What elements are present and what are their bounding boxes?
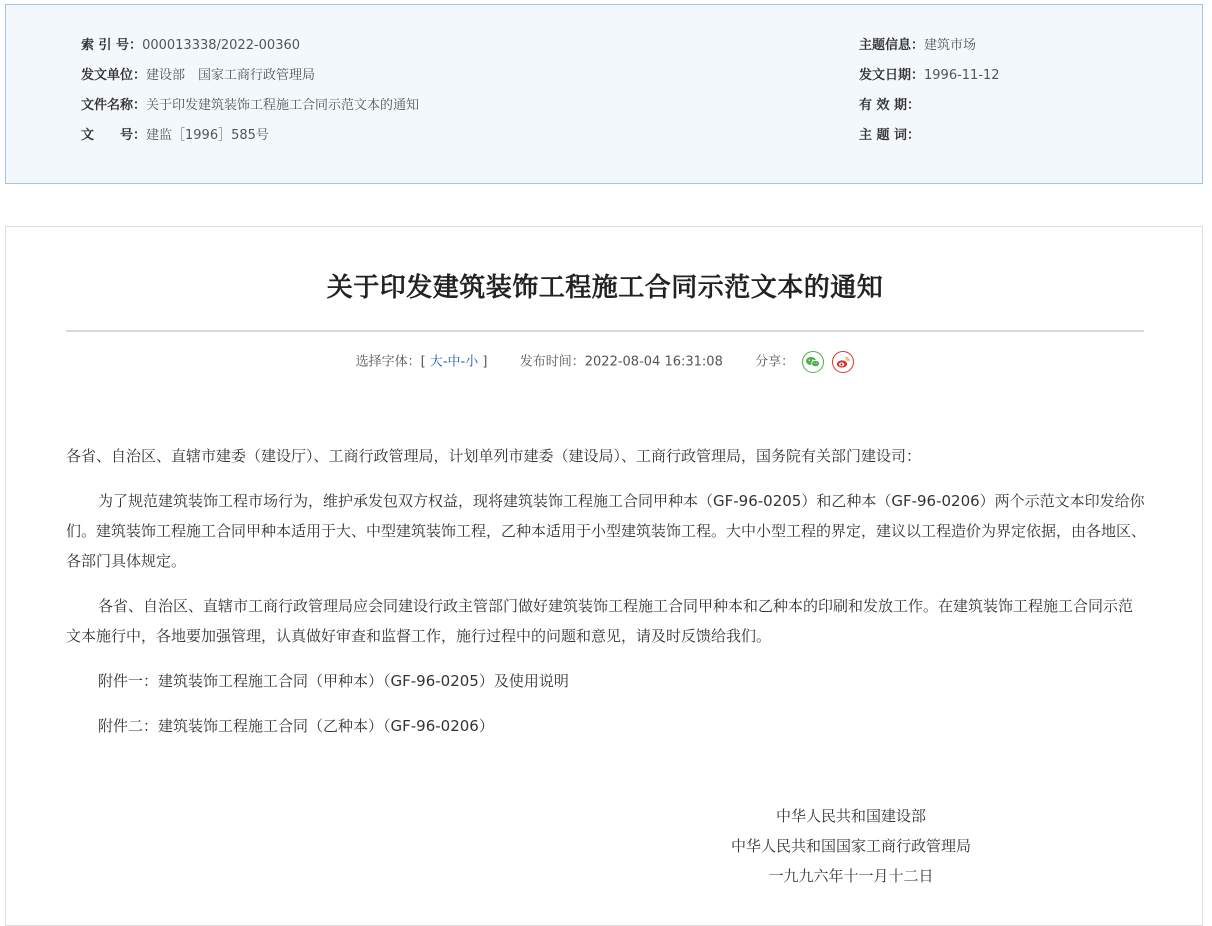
topic-label: 主题信息： bbox=[859, 38, 925, 53]
validity-row bbox=[859, 98, 920, 114]
attachment-item: 附件二：建筑装饰工程施工合同（乙种本）（GF-96-0206） bbox=[98, 717, 494, 735]
signature-line: 中华人民共和国建设部 bbox=[775, 807, 926, 825]
font-dash-1: - bbox=[442, 354, 448, 370]
weibo-icon[interactable] bbox=[832, 351, 854, 373]
title-divider bbox=[66, 330, 1144, 332]
keywords-label: 主 题 词： bbox=[859, 128, 921, 143]
filename-row bbox=[81, 98, 419, 114]
article-body bbox=[66, 441, 1146, 756]
font-medium-link[interactable]: 中 bbox=[447, 354, 461, 370]
share-label: 分享： bbox=[755, 354, 795, 370]
salutation-paragraph: 各省、自治区、直辖市建委（建设厅）、工商行政管理局，计划单列市建委（建设局）、工商行政管理局，国务院有关部门建设司： bbox=[66, 447, 922, 465]
body-paragraph: 为了规范建筑装饰工程市场行为，维护承发包双方权益，现将建筑装饰工程施工合同甲种本（GF-96-0205）和乙种本（GF-96-0206）两个示范文本印发给你们。建筑装饰工程施工合同甲种本适用于大、中型建筑装饰工程，乙种本适用于小型建筑装饰工程。大中小型工程的界定，建议以工程造价为界定依据，由各地区、各部门具体规定。 bbox=[66, 492, 1147, 570]
publish-time-label: 发布时间： bbox=[519, 354, 585, 370]
issuer-label: 发文单位： bbox=[81, 68, 147, 83]
index-number-value: 000013338/2022-00360 bbox=[142, 38, 301, 53]
signature-line: 中华人民共和国国家工商行政管理局 bbox=[730, 837, 971, 855]
issuer-row bbox=[81, 68, 315, 84]
filename-label: 文件名称： bbox=[81, 98, 147, 113]
font-dash-2: - bbox=[460, 354, 466, 370]
wechat-icon[interactable] bbox=[802, 351, 824, 373]
font-small-link[interactable]: 小 bbox=[465, 354, 479, 370]
document-info-panel bbox=[5, 4, 1203, 184]
doc-number-row bbox=[81, 128, 269, 144]
topic-row bbox=[859, 38, 976, 54]
index-number-row bbox=[81, 38, 300, 54]
validity-label: 有 效 期： bbox=[859, 98, 921, 113]
keywords-row bbox=[859, 128, 920, 144]
body-paragraph: 各省、自治区、直辖市工商行政管理局应会同建设行政主管部门做好建筑装饰工程施工合同甲种本和乙种本的印刷和发放工作。在建筑装饰工程施工合同示范文本施行中，各地要加强管理，认真做好审查和监督工作，施行过程中的问题和意见，请及时反馈给我们。 bbox=[66, 597, 1134, 645]
issue-date-value: 1996-11-12 bbox=[924, 68, 1000, 83]
issuer-value: 建设部 国家工商行政管理局 bbox=[146, 68, 316, 83]
doc-number-label: 文 号： bbox=[81, 128, 147, 143]
signature-date: 一九九六年十一月十二日 bbox=[768, 867, 934, 885]
issue-date-label: 发文日期： bbox=[859, 68, 925, 83]
publish-time-value: 2022-08-04 16:31:08 bbox=[584, 354, 723, 370]
index-number-label: 索 引 号： bbox=[81, 38, 143, 53]
filename-value: 关于印发建筑装饰工程施工合同示范文本的通知 bbox=[146, 98, 420, 113]
doc-number-value: 建监［1996］585号 bbox=[146, 128, 269, 143]
topic-value: 建筑市场 bbox=[924, 38, 977, 53]
font-large-link[interactable]: 大 bbox=[429, 354, 443, 370]
font-select-close: ] bbox=[482, 354, 488, 370]
issue-date-row bbox=[859, 68, 1000, 84]
article-container bbox=[5, 226, 1203, 926]
signature-block bbox=[706, 801, 996, 891]
article-title: 关于印发建筑装饰工程施工合同示范文本的通知 bbox=[326, 273, 884, 303]
article-meta bbox=[6, 351, 1204, 374]
attachment-item: 附件一：建筑装饰工程施工合同（甲种本）（GF-96-0205）及使用说明 bbox=[98, 672, 569, 690]
font-select-label: 选择字体：[ bbox=[355, 354, 426, 370]
